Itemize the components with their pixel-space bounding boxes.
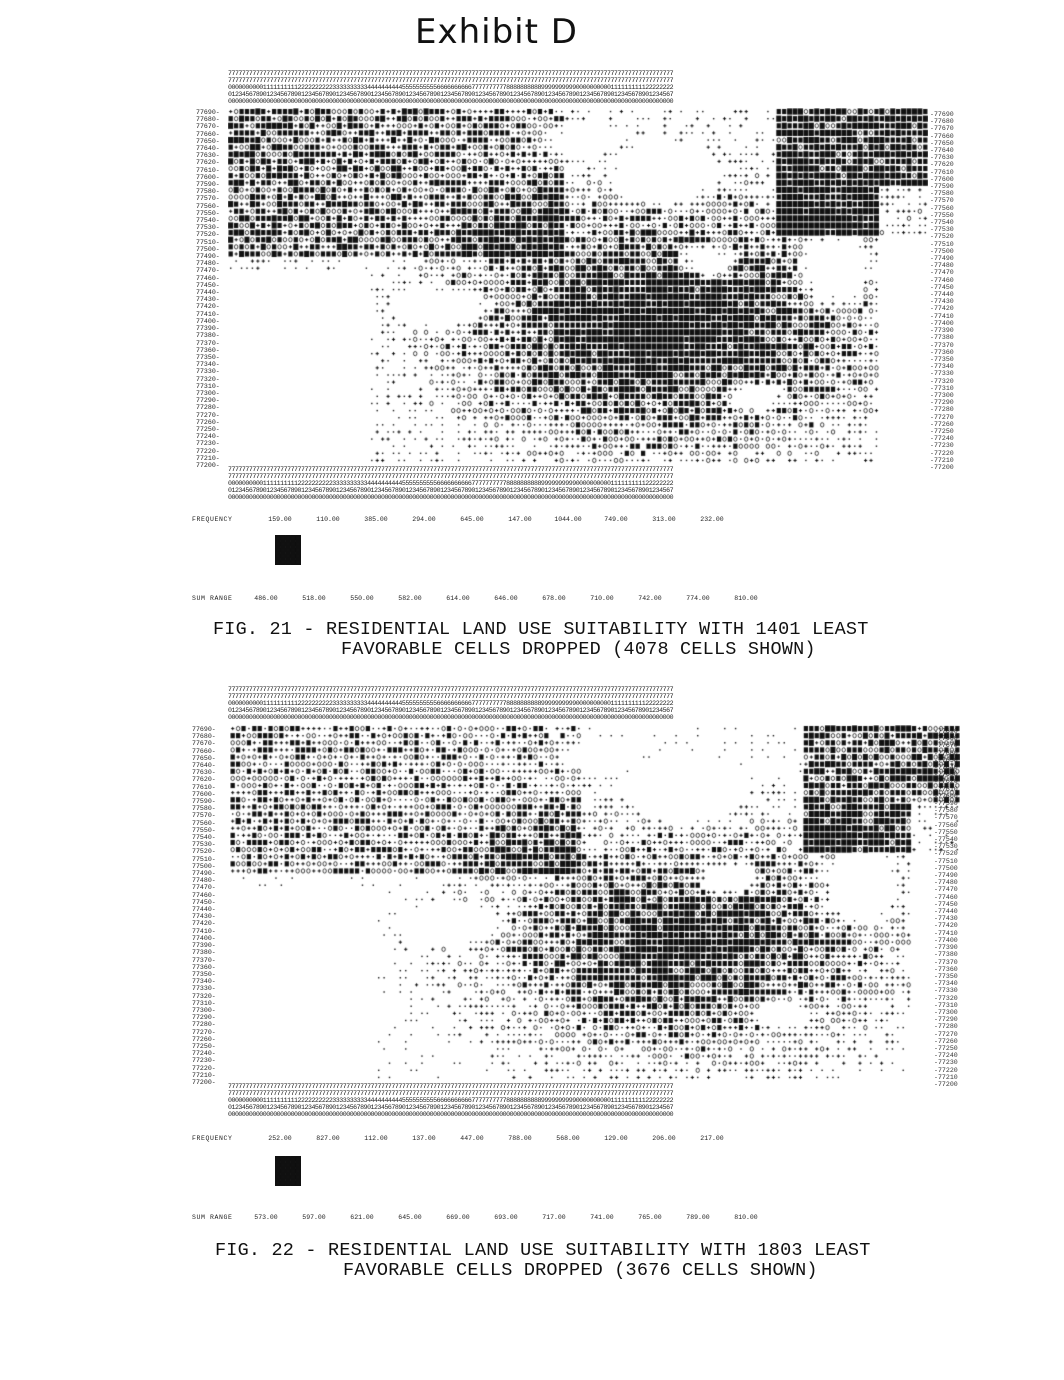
row-label: 77460- (192, 891, 216, 899)
row-label: 77360- (196, 346, 220, 354)
ruler-line: 77777777777777777777777777777777777777777777777777777777777777777777777777777777777777777777777777777777777777777777777777777777 (228, 686, 674, 693)
row-label: 77510- (196, 238, 220, 246)
row-label: 77200- (196, 461, 220, 469)
row-label: 77530- (196, 224, 220, 232)
row-label: -77390 (930, 327, 954, 335)
row-label: 77670- (192, 740, 216, 748)
ruler-line: 00000000000000000000000000000000000000000000000000000000000000000000000000000000000000000000000000000000000000000000000000000000 (228, 494, 674, 501)
ruler-line: 00000000000000000000000000000000000000000000000000000000000000000000000000000000000000000000000000000000000000000000000000000000 (228, 714, 674, 721)
ruler-line: 00000000000000000000000000000000000000000000000000000000000000000000000000000000000000000000000000000000000000000000000000000000 (228, 98, 674, 105)
row-label: 77390- (192, 942, 216, 950)
row-label: 77570- (196, 195, 220, 203)
row-label: 77450- (196, 281, 220, 289)
row-label: 77430- (192, 913, 216, 921)
row-label: 77250- (192, 1042, 216, 1050)
row-label: -77360 (930, 348, 954, 356)
ruler-line: 77777777777777777777777777777777777777777777777777777777777777777777777777777777777777777777777777777777777777777777777777777777 (228, 693, 674, 700)
frequency-value: 159.00 (268, 516, 292, 523)
sum-range-value: 717.00 (542, 1214, 566, 1221)
row-label: -77410 (930, 312, 954, 320)
frequency-values (256, 1135, 736, 1142)
ruler-line: 00000000000000000000000000000000000000000000000000000000000000000000000000000000000000000000000000000000000000000000000000000000 (228, 1111, 674, 1118)
sum-range-value: 810.00 (734, 1214, 758, 1221)
row-label: 77590- (192, 798, 216, 806)
row-label: -77540 (930, 219, 954, 227)
sum-range-values (242, 1214, 770, 1221)
row-label: -77690 (930, 111, 954, 118)
frequency-value: 112.00 (364, 1135, 388, 1142)
row-label: 77540- (192, 834, 216, 842)
row-label: 77340- (192, 978, 216, 986)
row-label: -77600 (930, 175, 954, 183)
row-label: 77280- (192, 1021, 216, 1029)
row-label: -77280 (930, 406, 954, 414)
row-label: -77480 (930, 262, 954, 270)
column-header-bottom (228, 1083, 928, 1119)
row-label: 77470- (196, 267, 220, 275)
sum-range-value: 486.00 (254, 595, 278, 602)
frequency-value: 827.00 (316, 1135, 340, 1142)
row-label: 77370- (196, 339, 220, 347)
row-label: 77380- (196, 332, 220, 340)
row-label: 77580- (192, 805, 216, 813)
sum-range-value: 810.00 (734, 595, 758, 602)
row-label: -77320 (930, 377, 954, 385)
ruler-line: 00000000001111111111222222222233333333334444444444555555555566666666667777777777888888888899999999990000000000111111111122222222 (228, 84, 674, 91)
row-label: -77270 (930, 413, 954, 421)
ruler-line: 01234567890123456789012345678901234567890123456789012345678901234567890123456789012345678901234567890123456789012345678901234567 (228, 707, 674, 714)
row-label: 77520- (196, 231, 220, 239)
column-header-top (228, 686, 928, 722)
row-label: 77670- (196, 123, 220, 131)
row-label: 77420- (192, 920, 216, 928)
row-label: -77210 (930, 456, 954, 464)
row-label: 77230- (196, 440, 220, 448)
sum-range-value: 765.00 (638, 1214, 662, 1221)
sum-range-value: 693.00 (494, 1214, 518, 1221)
row-label: 77310- (196, 382, 220, 390)
row-label: 77310- (192, 999, 216, 1007)
ruler-line: 01234567890123456789012345678901234567890123456789012345678901234567890123456789012345678901234567890123456789012345678901234567 (228, 91, 674, 98)
suitability-map (230, 725, 960, 1081)
row-label: -77610 (930, 168, 954, 176)
ruler-line: 77777777777777777777777777777777777777777777777777777777777777777777777777777777777777777777777777777777777777777777777777777777 (228, 466, 674, 473)
figure-caption-line2: FAVORABLE CELLS DROPPED (4078 CELLS SHOWN) (341, 639, 816, 660)
frequency-value: 147.00 (508, 516, 532, 523)
frequency-label: FREQUENCY (192, 1135, 233, 1142)
row-label: 77630- (196, 152, 220, 160)
sum-range-value: 742.00 (638, 595, 662, 602)
row-label: 77380- (192, 949, 216, 957)
sum-range-label: SUM RANGE (192, 595, 233, 602)
figure-caption-line2: FAVORABLE CELLS DROPPED (3676 CELLS SHOWN) (343, 1260, 818, 1281)
row-label: 77210- (196, 454, 220, 462)
frequency-value: 645.00 (460, 516, 484, 523)
row-label: 77680- (196, 116, 220, 124)
row-label: 77650- (196, 137, 220, 145)
frequency-value: 1044.00 (554, 516, 582, 523)
sum-range-value: 678.00 (542, 595, 566, 602)
row-label: 77440- (192, 906, 216, 914)
row-label: 77220- (192, 1064, 216, 1072)
row-label: 77500- (196, 245, 220, 253)
row-label: -77440 (930, 291, 954, 299)
row-label: 77360- (192, 963, 216, 971)
row-label: -77420 (930, 305, 954, 313)
row-label: 77350- (192, 970, 216, 978)
row-label: -77460 (930, 276, 954, 284)
sum-range-value: 710.00 (590, 595, 614, 602)
row-label: 77620- (192, 776, 216, 784)
ruler-line: 00000000001111111111222222222233333333334444444444555555555566666666667777777777888888888899999999990000000000111111111122222222 (228, 1097, 674, 1104)
ruler-line: 00000000001111111111222222222233333333334444444444555555555566666666667777777777888888888899999999990000000000111111111122222222 (228, 700, 674, 707)
row-label: -77590 (930, 183, 954, 191)
row-label: 77580- (196, 188, 220, 196)
row-label: 77260- (192, 1035, 216, 1043)
frequency-value: 447.00 (460, 1135, 484, 1142)
frequency-value: 749.00 (604, 516, 628, 523)
row-label: 77600- (192, 790, 216, 798)
sum-range-value: 669.00 (446, 1214, 470, 1221)
row-label: -77560 (930, 204, 954, 212)
row-label: -77290 (930, 399, 954, 407)
row-label: 77290- (192, 1014, 216, 1022)
row-label: 77510- (192, 855, 216, 863)
row-label: 77320- (192, 992, 216, 1000)
row-label: -77490 (930, 255, 954, 263)
frequency-value: 206.00 (652, 1135, 676, 1142)
ruler-line: 00000000001111111111222222222233333333334444444444555555555566666666667777777777888888888899999999990000000000111111111122222222 (228, 480, 674, 487)
row-label: -77260 (930, 420, 954, 428)
row-label: 77290- (196, 397, 220, 405)
sum-range-value: 573.00 (254, 1214, 278, 1221)
row-label: -77350 (930, 355, 954, 363)
frequency-value: 294.00 (412, 516, 436, 523)
row-label: 77690- (192, 726, 216, 733)
sum-range-value: 789.00 (686, 1214, 710, 1221)
sum-range-value: 550.00 (350, 595, 374, 602)
sum-range-value: 597.00 (302, 1214, 326, 1221)
row-label: 77420- (196, 303, 220, 311)
row-label: 77660- (196, 130, 220, 138)
row-label: -77670 (930, 125, 954, 133)
row-label: -77230 (930, 442, 954, 450)
figure-caption-line1: FIG. 21 - RESIDENTIAL LAND USE SUITABILITY WITH 1401 LEAST (213, 619, 869, 640)
row-label: 77410- (196, 310, 220, 318)
ruler-line: 77777777777777777777777777777777777777777777777777777777777777777777777777777777777777777777777777777777777777777777777777777777 (228, 1090, 674, 1097)
row-label: 77440- (196, 289, 220, 297)
row-label: 77410- (192, 927, 216, 935)
row-label: 77370- (192, 956, 216, 964)
row-label: 77600- (196, 173, 220, 181)
row-label: 77470- (192, 884, 216, 892)
row-label: 77270- (196, 411, 220, 419)
row-label: 77200- (192, 1078, 216, 1086)
row-label: 77450- (192, 898, 216, 906)
row-label: -77220 (930, 449, 954, 457)
row-label: -77450 (930, 283, 954, 291)
sum-range-value: 774.00 (686, 595, 710, 602)
ruler-line: 01234567890123456789012345678901234567890123456789012345678901234567890123456789012345678901234567890123456789012345678901234567 (228, 1104, 674, 1111)
ruler-line: 01234567890123456789012345678901234567890123456789012345678901234567890123456789012345678901234567890123456789012345678901234567 (228, 487, 674, 494)
frequency-value: 110.00 (316, 516, 340, 523)
row-label: 77430- (196, 296, 220, 304)
row-label: 77550- (196, 209, 220, 217)
row-label: 77650- (192, 754, 216, 762)
row-label: 77350- (196, 353, 220, 361)
row-label: -77250 (930, 427, 954, 435)
sum-range-value: 646.00 (494, 595, 518, 602)
row-label: -77330 (930, 370, 954, 378)
sum-range-value: 645.00 (398, 1214, 422, 1221)
row-label: 77460- (196, 274, 220, 282)
row-label: 77560- (196, 202, 220, 210)
row-label: 77610- (192, 783, 216, 791)
row-label: 77280- (196, 404, 220, 412)
row-label: -77470 (930, 269, 954, 277)
frequency-value: 137.00 (412, 1135, 436, 1142)
row-label: -77660 (930, 132, 954, 140)
row-label: 77540- (196, 217, 220, 225)
row-label: -77380 (930, 334, 954, 342)
row-label: 77500- (192, 862, 216, 870)
row-label: 77630- (192, 769, 216, 777)
row-label: -77300 (930, 391, 954, 399)
row-label: -77570 (930, 197, 954, 205)
row-label: -77500 (930, 247, 954, 255)
row-label: 77610- (196, 166, 220, 174)
row-label: 77300- (196, 389, 220, 397)
sum-range-value: 621.00 (350, 1214, 374, 1221)
row-label: -77530 (930, 226, 954, 234)
legend-swatch-solid-block-full (275, 1156, 301, 1186)
row-label: 77680- (192, 733, 216, 741)
row-label: -77200 (930, 463, 954, 471)
row-label: 77220- (196, 447, 220, 455)
row-label: 77570- (192, 812, 216, 820)
frequency-value: 313.00 (652, 516, 676, 523)
sum-range-value: 518.00 (302, 595, 326, 602)
row-label: 77530- (192, 841, 216, 849)
row-label: -77550 (930, 211, 954, 219)
row-label: 77230- (192, 1057, 216, 1065)
row-label: 77300- (192, 1006, 216, 1014)
frequency-value: 568.00 (556, 1135, 580, 1142)
row-label: 77490- (192, 870, 216, 878)
ruler-line: 77777777777777777777777777777777777777777777777777777777777777777777777777777777777777777777777777777777777777777777777777777777 (228, 77, 674, 84)
row-label: 77490- (196, 253, 220, 261)
row-label: 77250- (196, 425, 220, 433)
row-label: 77340- (196, 361, 220, 369)
row-label: 77390- (196, 325, 220, 333)
frequency-value: 129.00 (604, 1135, 628, 1142)
row-label: -77340 (930, 363, 954, 371)
row-label: 77240- (196, 433, 220, 441)
exhibit-title: Exhibit D (415, 12, 578, 52)
row-label: 77690- (196, 109, 220, 116)
row-label: 77260- (196, 418, 220, 426)
row-label: -77630 (930, 154, 954, 162)
row-label: 77400- (192, 934, 216, 942)
ruler-line: 77777777777777777777777777777777777777777777777777777777777777777777777777777777777777777777777777777777777777777777777777777777 (228, 70, 674, 77)
row-label: 77480- (196, 260, 220, 268)
frequency-value: 232.00 (700, 516, 724, 523)
ruler-line: 77777777777777777777777777777777777777777777777777777777777777777777777777777777777777777777777777777777777777777777777777777777 (228, 473, 674, 480)
row-label: -77620 (930, 161, 954, 169)
row-label: -77650 (930, 139, 954, 147)
row-label: -77240 (930, 435, 954, 443)
row-label: 77330- (192, 985, 216, 993)
row-label: 77520- (192, 848, 216, 856)
row-label: 77640- (192, 762, 216, 770)
frequency-value: 217.00 (700, 1135, 724, 1142)
row-label: 77210- (192, 1071, 216, 1079)
row-label: 77640- (196, 145, 220, 153)
frequency-value: 252.00 (268, 1135, 292, 1142)
row-label: -77200 (934, 1080, 958, 1088)
row-label: -77400 (930, 319, 954, 327)
row-label: 77240- (192, 1050, 216, 1058)
row-label: -77520 (930, 233, 954, 241)
row-label: 77330- (196, 368, 220, 376)
row-label: -77680 (930, 118, 954, 126)
row-label: -77370 (930, 341, 954, 349)
frequency-value: 385.00 (364, 516, 388, 523)
row-label: 77620- (196, 159, 220, 167)
row-label: 77560- (192, 819, 216, 827)
sum-range-value: 741.00 (590, 1214, 614, 1221)
row-label: 77480- (192, 877, 216, 885)
row-label: -77640 (930, 147, 954, 155)
row-labels-left (192, 726, 216, 1086)
row-label: 77660- (192, 747, 216, 755)
row-label: 77590- (196, 181, 220, 189)
frequency-label: FREQUENCY (192, 516, 233, 523)
row-label: -77510 (930, 240, 954, 248)
frequency-value: 788.00 (508, 1135, 532, 1142)
row-label: 77400- (196, 317, 220, 325)
row-label: 77550- (192, 826, 216, 834)
row-label: -77430 (930, 298, 954, 306)
row-label: -77310 (930, 384, 954, 392)
sum-range-label: SUM RANGE (192, 1214, 233, 1221)
sum-range-value: 582.00 (398, 595, 422, 602)
sum-range-value: 614.00 (446, 595, 470, 602)
row-label: 77320- (196, 375, 220, 383)
row-label: 77270- (192, 1028, 216, 1036)
row-label: -77580 (930, 190, 954, 198)
ruler-line: 77777777777777777777777777777777777777777777777777777777777777777777777777777777777777777777777777777777777777777777777777777777 (228, 1083, 674, 1090)
figure-caption-line1: FIG. 22 - RESIDENTIAL LAND USE SUITABILITY WITH 1803 LEAST (215, 1240, 871, 1261)
